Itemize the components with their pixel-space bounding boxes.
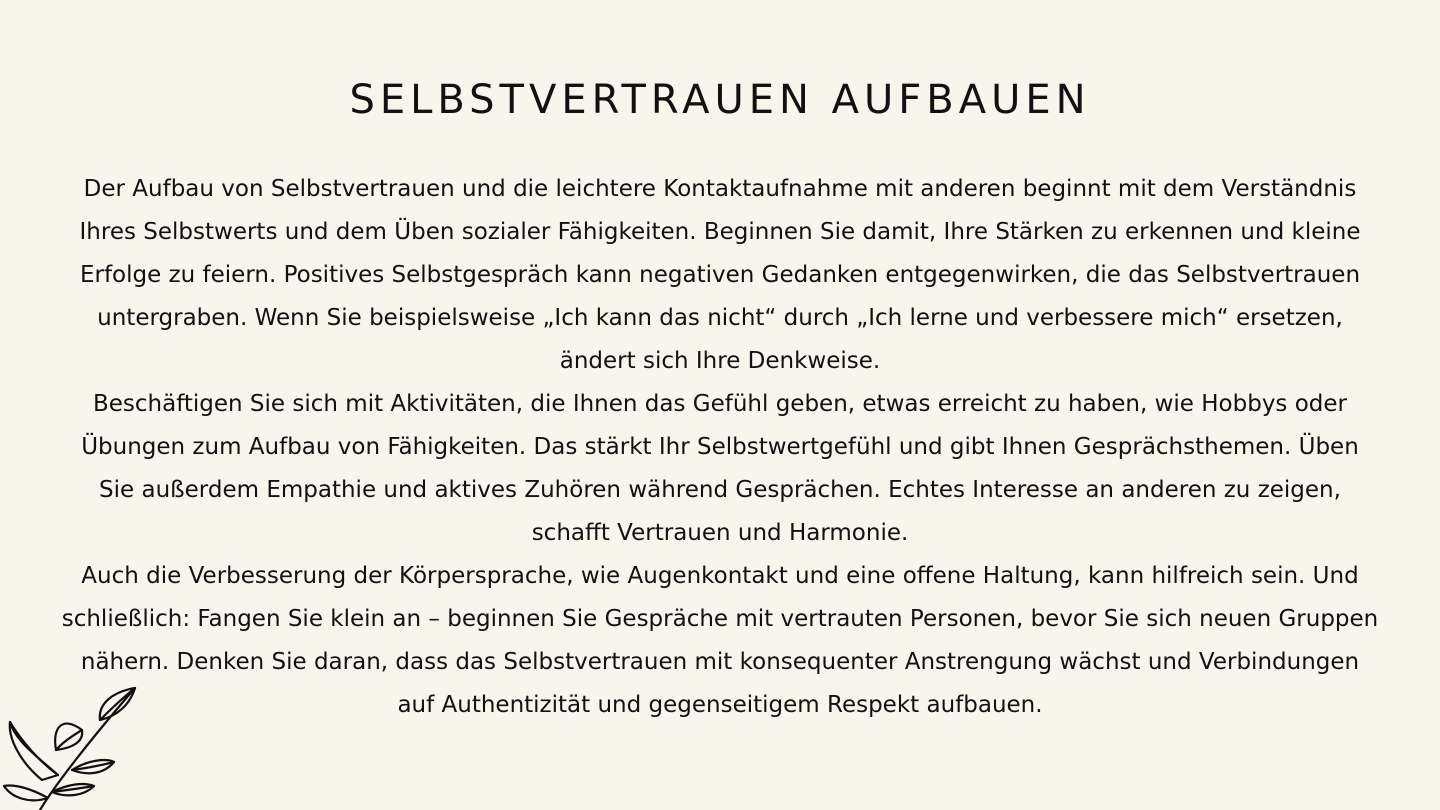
paragraph-3: Auch die Verbesserung der Körpersprache, wie Augenkontakt und eine offene Haltung, kann hilfreich sein. Und schließlich: Fangen Sie klein an – beginnen Sie Gespräche mit vertrauten Personen, bevor Sie sich neuen Gruppen nähern. Denken Sie daran, dass das Selbstvertrauen mit konsequenter Anstrengung wächst und Verbindungen auf Authentizität und gegenseitigem Respekt aufbauen. [61, 563, 1379, 718]
paragraph-2: Beschäftigen Sie sich mit Aktivitäten, die Ihnen das Gefühl geben, etwas erreicht zu haben, wie Hobbys oder Übungen zum Aufbau von Fähigkeiten. Das stärkt Ihr Selbstwertgefühl und gibt Ihnen Gesprächsthemen. Üben Sie außerdem Empathie und aktives Zuhören während Gesprächen. Echtes Interesse an anderen zu zeigen, schafft Vertrauen und Harmonie. [81, 391, 1359, 546]
paragraph-1: Der Aufbau von Selbstvertrauen und die leichtere Kontaktaufnahme mit anderen beginnt mit dem Verständnis Ihres Selbstwerts und dem Üben sozialer Fähigkeiten. Beginnen Sie damit, Ihre Stärken zu erkennen und kleine Erfolge zu feiern. Positives Selbstgespräch kann negativen Gedanken entgegenwirken, die das Selbstvertrauen untergraben. Wenn Sie beispielsweise „Ich kann das nicht“ durch „Ich lerne und verbessere mich“ ersetzen, ändert sich Ihre Denkweise. [79, 176, 1361, 374]
slide-title: SELBSTVERTRAUEN AUFBAUEN [349, 77, 1091, 123]
slide-body [60, 168, 1380, 727]
leaf-branch-icon [0, 680, 150, 810]
